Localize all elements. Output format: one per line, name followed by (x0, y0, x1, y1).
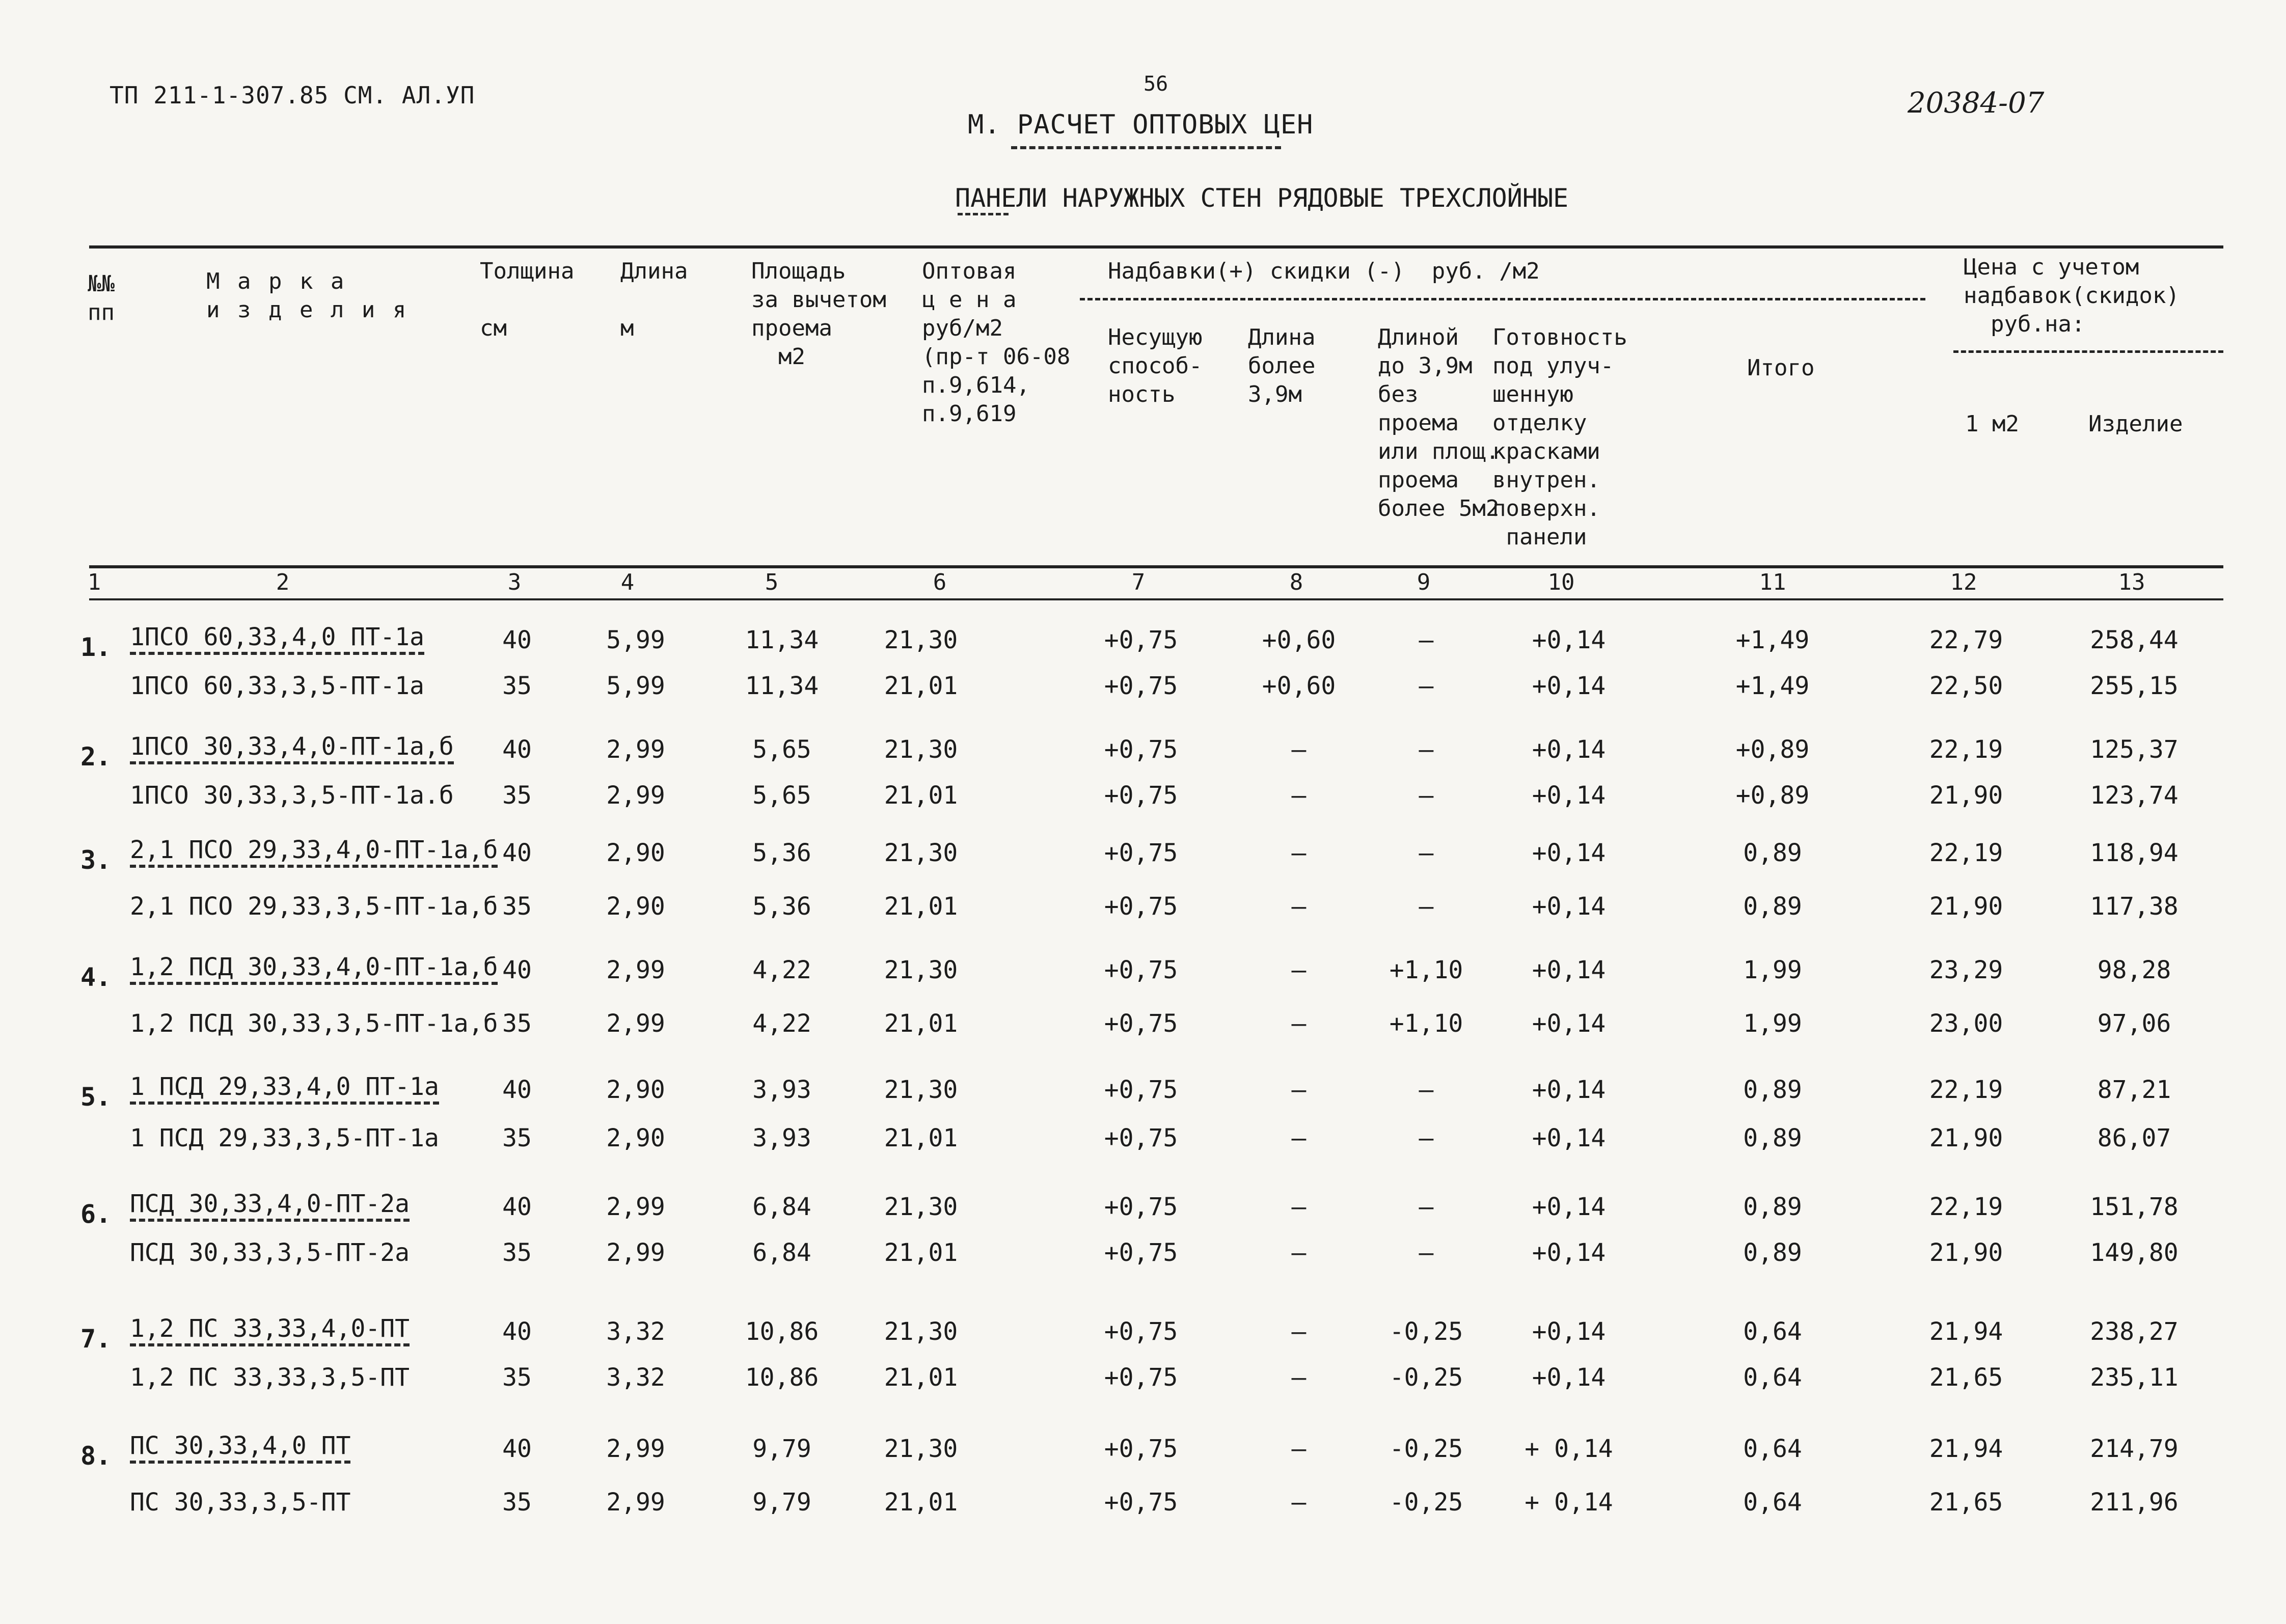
cell-col-10: +0,14 (1532, 1076, 1606, 1104)
cell-col-5: 11,34 (745, 626, 819, 654)
cell-col-13: 255,15 (2090, 672, 2179, 700)
cell-col-8: – (1291, 1317, 1307, 1346)
table-row (0, 1120, 2286, 1156)
cell-col-3: 40 (502, 1193, 532, 1221)
cell-col-8: – (1291, 1124, 1307, 1152)
header-col-4: Длина м (620, 258, 688, 341)
cell-col-8: – (1291, 1363, 1307, 1392)
cell-col-11: +1,49 (1735, 672, 1810, 700)
table-top-rule (89, 245, 2223, 249)
cell-col-13: 211,96 (2090, 1488, 2179, 1517)
cell-col-9: – (1419, 1238, 1434, 1267)
product-mark: 1 ПСД 29,33,4,0 ПТ-1а (130, 1072, 439, 1105)
column-number-9: 9 (1417, 569, 1431, 595)
cell-col-13: 214,79 (2090, 1435, 2179, 1463)
table-row (0, 1006, 2286, 1041)
product-mark: ПСД 30,33,4,0-ПТ-2а (130, 1189, 410, 1222)
cell-col-13: 151,78 (2090, 1193, 2179, 1221)
cell-col-6: 21,01 (884, 672, 958, 700)
cell-col-7: +0,75 (1104, 839, 1178, 867)
cell-col-5: 3,93 (752, 1124, 811, 1152)
cell-col-10: +0,14 (1532, 735, 1606, 764)
row-number: 6. (80, 1199, 112, 1229)
cell-col-10: +0,14 (1532, 956, 1606, 984)
cell-col-13: 117,38 (2090, 892, 2179, 921)
cell-col-4: 5,99 (606, 672, 665, 700)
column-number-8: 8 (1289, 569, 1303, 595)
cell-col-3: 35 (502, 1363, 532, 1392)
header-col-1: №№ пп (88, 271, 115, 325)
header-col-3: Толщина см (480, 258, 575, 341)
cell-col-4: 2,99 (606, 781, 665, 810)
cell-col-7: +0,75 (1104, 1076, 1178, 1104)
cell-col-9: +1,10 (1389, 956, 1463, 984)
cell-col-13: 86,07 (2097, 1124, 2171, 1152)
column-number-6: 6 (933, 569, 947, 595)
cell-col-4: 2,99 (606, 1435, 665, 1463)
cell-col-6: 21,01 (884, 1238, 958, 1267)
product-mark: 2,1 ПСО 29,33,4,0-ПТ-1а,б (130, 835, 498, 868)
cell-col-12: 21,94 (1929, 1435, 2003, 1463)
table-subtitle: ПАНЕЛИ НАРУЖНЫХ СТЕН РЯДОВЫЕ ТРЕХСЛОЙНЫЕ (955, 183, 1569, 213)
cell-col-11: 0,89 (1743, 1193, 1802, 1221)
cell-col-3: 35 (502, 1238, 532, 1267)
cell-col-5: 10,86 (745, 1317, 819, 1346)
product-mark: ПС 30,33,3,5-ПТ (130, 1488, 351, 1517)
cell-col-6: 21,30 (884, 735, 958, 764)
cell-col-7: +0,75 (1104, 781, 1178, 810)
product-mark: 1ПСО 30,33,3,5-ПТ-1а.б (130, 781, 454, 810)
cell-col-9: – (1419, 1124, 1434, 1152)
header-bottom-rule (89, 565, 2223, 568)
header-col-8: Длина более 3,9м (1248, 324, 1316, 407)
header-group-surcharges-line (1080, 298, 1925, 300)
cell-col-12: 21,65 (1929, 1363, 2003, 1392)
cell-col-10: +0,14 (1532, 1193, 1606, 1221)
cell-col-4: 2,99 (606, 1193, 665, 1221)
cell-col-6: 21,30 (884, 839, 958, 867)
product-mark: ПС 30,33,4,0 ПТ (130, 1431, 350, 1464)
cell-col-11: 0,64 (1743, 1363, 1802, 1392)
cell-col-9: -0,25 (1389, 1488, 1463, 1517)
table-row (0, 1235, 2286, 1271)
cell-col-9: +1,10 (1389, 1009, 1463, 1038)
cell-col-6: 21,30 (884, 1317, 958, 1346)
table-row (0, 1360, 2286, 1395)
cell-col-9: – (1419, 626, 1434, 654)
cell-col-12: 21,90 (1929, 892, 2003, 921)
cell-col-11: 0,64 (1743, 1488, 1802, 1517)
cell-col-13: 97,06 (2097, 1009, 2171, 1038)
cell-col-10: +0,14 (1532, 781, 1606, 810)
header-col-7: Несущую способ- ность (1108, 324, 1203, 407)
cell-col-6: 21,01 (884, 1124, 958, 1152)
cell-col-9: – (1419, 781, 1434, 810)
cell-col-8: – (1291, 1009, 1307, 1038)
row-number: 1. (80, 632, 112, 662)
product-mark: 1 ПСД 29,33,3,5-ПТ-1а (130, 1124, 439, 1152)
cell-col-10: +0,14 (1532, 892, 1606, 921)
cell-col-5: 5,65 (752, 781, 811, 810)
cell-col-4: 2,99 (606, 735, 665, 764)
product-mark: 1ПСО 60,33,4,0 ПТ-1а (130, 622, 424, 655)
cell-col-4: 2,99 (606, 1238, 665, 1267)
cell-col-13: 238,27 (2090, 1317, 2179, 1346)
cell-col-12: 21,90 (1929, 1238, 2003, 1267)
cell-col-3: 40 (502, 956, 532, 984)
cell-col-7: +0,75 (1104, 956, 1178, 984)
cell-col-4: 5,99 (606, 626, 665, 654)
cell-col-13: 149,80 (2090, 1238, 2179, 1267)
cell-col-5: 4,22 (752, 1009, 811, 1038)
cell-col-6: 21,30 (884, 1193, 958, 1221)
cell-col-4: 2,90 (606, 839, 665, 867)
cell-col-8: – (1291, 1193, 1307, 1221)
cell-col-10: +0,14 (1532, 1317, 1606, 1346)
cell-col-4: 2,90 (606, 1076, 665, 1104)
column-number-12: 12 (1950, 569, 1977, 595)
cell-col-5: 5,65 (752, 735, 811, 764)
cell-col-10: +0,14 (1532, 1009, 1606, 1038)
table-row (0, 1431, 2286, 1471)
cell-col-12: 22,19 (1929, 839, 2003, 867)
cell-col-3: 40 (502, 626, 532, 654)
cell-col-10: +0,14 (1532, 839, 1606, 867)
column-number-5: 5 (765, 569, 779, 595)
cell-col-8: – (1291, 1076, 1307, 1104)
cell-col-10: +0,14 (1532, 1238, 1606, 1267)
header-col-12: 1 м2 (1965, 411, 2019, 437)
cell-col-11: 0,89 (1743, 1124, 1802, 1152)
cell-col-3: 40 (502, 1435, 532, 1463)
cell-col-7: +0,75 (1104, 892, 1178, 921)
cell-col-9: -0,25 (1389, 1317, 1463, 1346)
cell-col-13: 118,94 (2090, 839, 2179, 867)
column-number-7: 7 (1131, 569, 1146, 595)
section-title-underline (1011, 146, 1281, 149)
cell-col-7: +0,75 (1104, 1193, 1178, 1221)
table-row (0, 952, 2286, 992)
cell-col-11: +0,89 (1735, 735, 1810, 764)
cell-col-9: -0,25 (1389, 1435, 1463, 1463)
cell-col-12: 21,65 (1929, 1488, 2003, 1517)
cell-col-11: 0,64 (1743, 1317, 1802, 1346)
cell-col-7: +0,75 (1104, 735, 1178, 764)
header-group-price: Цена с учетом надбавок(скидок) руб.на: (1964, 254, 2180, 337)
cell-col-3: 40 (502, 839, 532, 867)
cell-col-3: 35 (502, 781, 532, 810)
cell-col-12: 21,90 (1929, 781, 2003, 810)
cell-col-9: – (1419, 1193, 1434, 1221)
cell-col-9: – (1419, 735, 1434, 764)
product-mark: ПСД 30,33,3,5-ПТ-2а (130, 1238, 410, 1267)
column-number-1: 1 (87, 569, 101, 595)
table-row (0, 835, 2286, 875)
cell-col-8: – (1291, 892, 1307, 921)
cell-col-4: 3,32 (606, 1317, 665, 1346)
product-mark: 2,1 ПСО 29,33,3,5-ПТ-1а,б (130, 892, 498, 921)
cell-col-13: 123,74 (2090, 781, 2179, 810)
header-group-surcharges: Надбавки(+) скидки (-) руб. /м2 (1108, 258, 1540, 284)
cell-col-8: – (1291, 1488, 1307, 1517)
cell-col-11: 0,64 (1743, 1435, 1802, 1463)
cell-col-3: 35 (502, 1009, 532, 1038)
cell-col-10: +0,14 (1532, 626, 1606, 654)
cell-col-12: 22,19 (1929, 735, 2003, 764)
cell-col-5: 5,36 (752, 839, 811, 867)
cell-col-11: 0,89 (1743, 1238, 1802, 1267)
table-row (0, 1189, 2286, 1229)
cell-col-12: 21,90 (1929, 1124, 2003, 1152)
column-number-11: 11 (1759, 569, 1786, 595)
cell-col-3: 35 (502, 672, 532, 700)
product-mark: 1ПСО 30,33,4,0-ПТ-1а,б (130, 732, 454, 764)
cell-col-13: 235,11 (2090, 1363, 2179, 1392)
cell-col-6: 21,01 (884, 781, 958, 810)
cell-col-13: 258,44 (2090, 626, 2179, 654)
table-row (0, 732, 2286, 772)
row-number: 3. (80, 845, 112, 875)
cell-col-8: – (1291, 839, 1307, 867)
cell-col-9: -0,25 (1389, 1363, 1463, 1392)
cell-col-6: 21,30 (884, 1435, 958, 1463)
cell-col-4: 2,99 (606, 956, 665, 984)
cell-col-5: 9,79 (752, 1435, 811, 1463)
cell-col-12: 22,19 (1929, 1076, 2003, 1104)
product-mark: 1,2 ПС 33,33,4,0-ПТ (130, 1314, 410, 1346)
subtitle-underline (958, 213, 1009, 215)
cell-col-11: +0,89 (1735, 781, 1810, 810)
table-row (0, 1484, 2286, 1520)
table-row (0, 778, 2286, 813)
table-row (0, 622, 2286, 662)
cell-col-5: 9,79 (752, 1488, 811, 1517)
cell-col-12: 22,79 (1929, 626, 2003, 654)
column-number-rule (89, 598, 2223, 600)
cell-col-7: +0,75 (1104, 1124, 1178, 1152)
page-number: 56 (1144, 72, 1168, 96)
cell-col-7: +0,75 (1104, 1435, 1178, 1463)
cell-col-12: 21,94 (1929, 1317, 2003, 1346)
cell-col-7: +0,75 (1104, 1317, 1178, 1346)
cell-col-6: 21,01 (884, 1488, 958, 1517)
cell-col-6: 21,01 (884, 1363, 958, 1392)
cell-col-6: 21,01 (884, 892, 958, 921)
cell-col-11: 1,99 (1743, 956, 1802, 984)
cell-col-4: 2,90 (606, 892, 665, 921)
cell-col-9: – (1419, 839, 1434, 867)
cell-col-13: 125,37 (2090, 735, 2179, 764)
cell-col-8: +0,60 (1262, 672, 1336, 700)
cell-col-7: +0,75 (1104, 1488, 1178, 1517)
product-mark: 1ПСО 60,33,3,5-ПТ-1а (130, 672, 424, 700)
header-col-10: Готовность под улуч- шенную отделку красками внутрен. поверхн. панели (1492, 324, 1627, 550)
cell-col-12: 23,29 (1929, 956, 2003, 984)
product-mark: 1,2 ПСД 30,33,4,0-ПТ-1а,б (130, 952, 498, 985)
cell-col-7: +0,75 (1104, 1009, 1178, 1038)
column-number-4: 4 (620, 569, 635, 595)
header-col-6: Оптовая ц е н а руб/м2 (пр-т 06-08 п.9,614, п.9,619 (922, 258, 1071, 427)
cell-col-7: +0,75 (1104, 1363, 1178, 1392)
cell-col-4: 3,32 (606, 1363, 665, 1392)
row-number: 2. (80, 742, 112, 772)
cell-col-7: +0,75 (1104, 1238, 1178, 1267)
cell-col-12: 22,50 (1929, 672, 2003, 700)
cell-col-4: 2,99 (606, 1488, 665, 1517)
cell-col-8: – (1291, 1238, 1307, 1267)
cell-col-3: 35 (502, 1124, 532, 1152)
cell-col-3: 40 (502, 1317, 532, 1346)
table-row (0, 668, 2286, 704)
cell-col-3: 40 (502, 735, 532, 764)
section-title: М. РАСЧЕТ ОПТОВЫХ ЦЕН (968, 109, 1314, 140)
cell-col-9: – (1419, 672, 1434, 700)
cell-col-10: +0,14 (1532, 1124, 1606, 1152)
row-number: 5. (80, 1082, 112, 1112)
cell-col-3: 35 (502, 892, 532, 921)
column-number-3: 3 (507, 569, 522, 595)
cell-col-13: 98,28 (2097, 956, 2171, 984)
cell-col-7: +0,75 (1104, 672, 1178, 700)
header-col-9: Длиной до 3,9м без проема или площ. проема более 5м2 (1378, 324, 1500, 521)
row-number: 7. (80, 1324, 112, 1354)
cell-col-11: 1,99 (1743, 1009, 1802, 1038)
row-number: 4. (80, 962, 112, 992)
product-mark: 1,2 ПСД 30,33,3,5-ПТ-1а,б (130, 1009, 498, 1038)
cell-col-6: 21,30 (884, 956, 958, 984)
cell-col-10: +0,14 (1532, 1363, 1606, 1392)
cell-col-8: – (1291, 1435, 1307, 1463)
row-number: 8. (80, 1441, 112, 1471)
column-number-10: 10 (1547, 569, 1575, 595)
cell-col-8: – (1291, 956, 1307, 984)
cell-col-12: 22,19 (1929, 1193, 2003, 1221)
cell-col-3: 35 (502, 1488, 532, 1517)
header-col-11: Итого (1747, 355, 1815, 381)
cell-col-8: – (1291, 735, 1307, 764)
cell-col-8: +0,60 (1262, 626, 1336, 654)
cell-col-12: 23,00 (1929, 1009, 2003, 1038)
cell-col-11: +1,49 (1735, 626, 1810, 654)
header-col-5: Площадь за вычетом проема м2 (751, 258, 886, 370)
cell-col-5: 10,86 (745, 1363, 819, 1392)
cell-col-11: 0,89 (1743, 892, 1802, 921)
cell-col-9: – (1419, 1076, 1434, 1104)
table-row (0, 1314, 2286, 1354)
cell-col-5: 6,84 (752, 1193, 811, 1221)
column-number-13: 13 (2118, 569, 2145, 595)
cell-col-5: 5,36 (752, 892, 811, 921)
document-number: 20384-07 (1908, 87, 2045, 120)
cell-col-9: – (1419, 892, 1434, 921)
cell-col-3: 40 (502, 1076, 532, 1104)
document-code: ТП 211-1-307.85 СМ. АЛ.УП (110, 81, 475, 109)
cell-col-5: 4,22 (752, 956, 811, 984)
cell-col-8: – (1291, 781, 1307, 810)
cell-col-10: + 0,14 (1525, 1488, 1613, 1517)
header-col-13: Изделие (2088, 411, 2183, 437)
table-row (0, 889, 2286, 924)
cell-col-11: 0,89 (1743, 839, 1802, 867)
cell-col-5: 11,34 (745, 672, 819, 700)
table-row (0, 1072, 2286, 1112)
cell-col-13: 87,21 (2097, 1076, 2171, 1104)
cell-col-4: 2,90 (606, 1124, 665, 1152)
cell-col-6: 21,30 (884, 1076, 958, 1104)
cell-col-11: 0,89 (1743, 1076, 1802, 1104)
cell-col-5: 3,93 (752, 1076, 811, 1104)
header-group-price-line (1953, 350, 2223, 353)
column-number-2: 2 (276, 569, 290, 595)
cell-col-6: 21,30 (884, 626, 958, 654)
cell-col-5: 6,84 (752, 1238, 811, 1267)
cell-col-10: + 0,14 (1525, 1435, 1613, 1463)
product-mark: 1,2 ПС 33,33,3,5-ПТ (130, 1363, 410, 1392)
header-col-2: М а р к а и з д е л и я (206, 268, 409, 323)
cell-col-6: 21,01 (884, 1009, 958, 1038)
cell-col-7: +0,75 (1104, 626, 1178, 654)
cell-col-4: 2,99 (606, 1009, 665, 1038)
cell-col-10: +0,14 (1532, 672, 1606, 700)
